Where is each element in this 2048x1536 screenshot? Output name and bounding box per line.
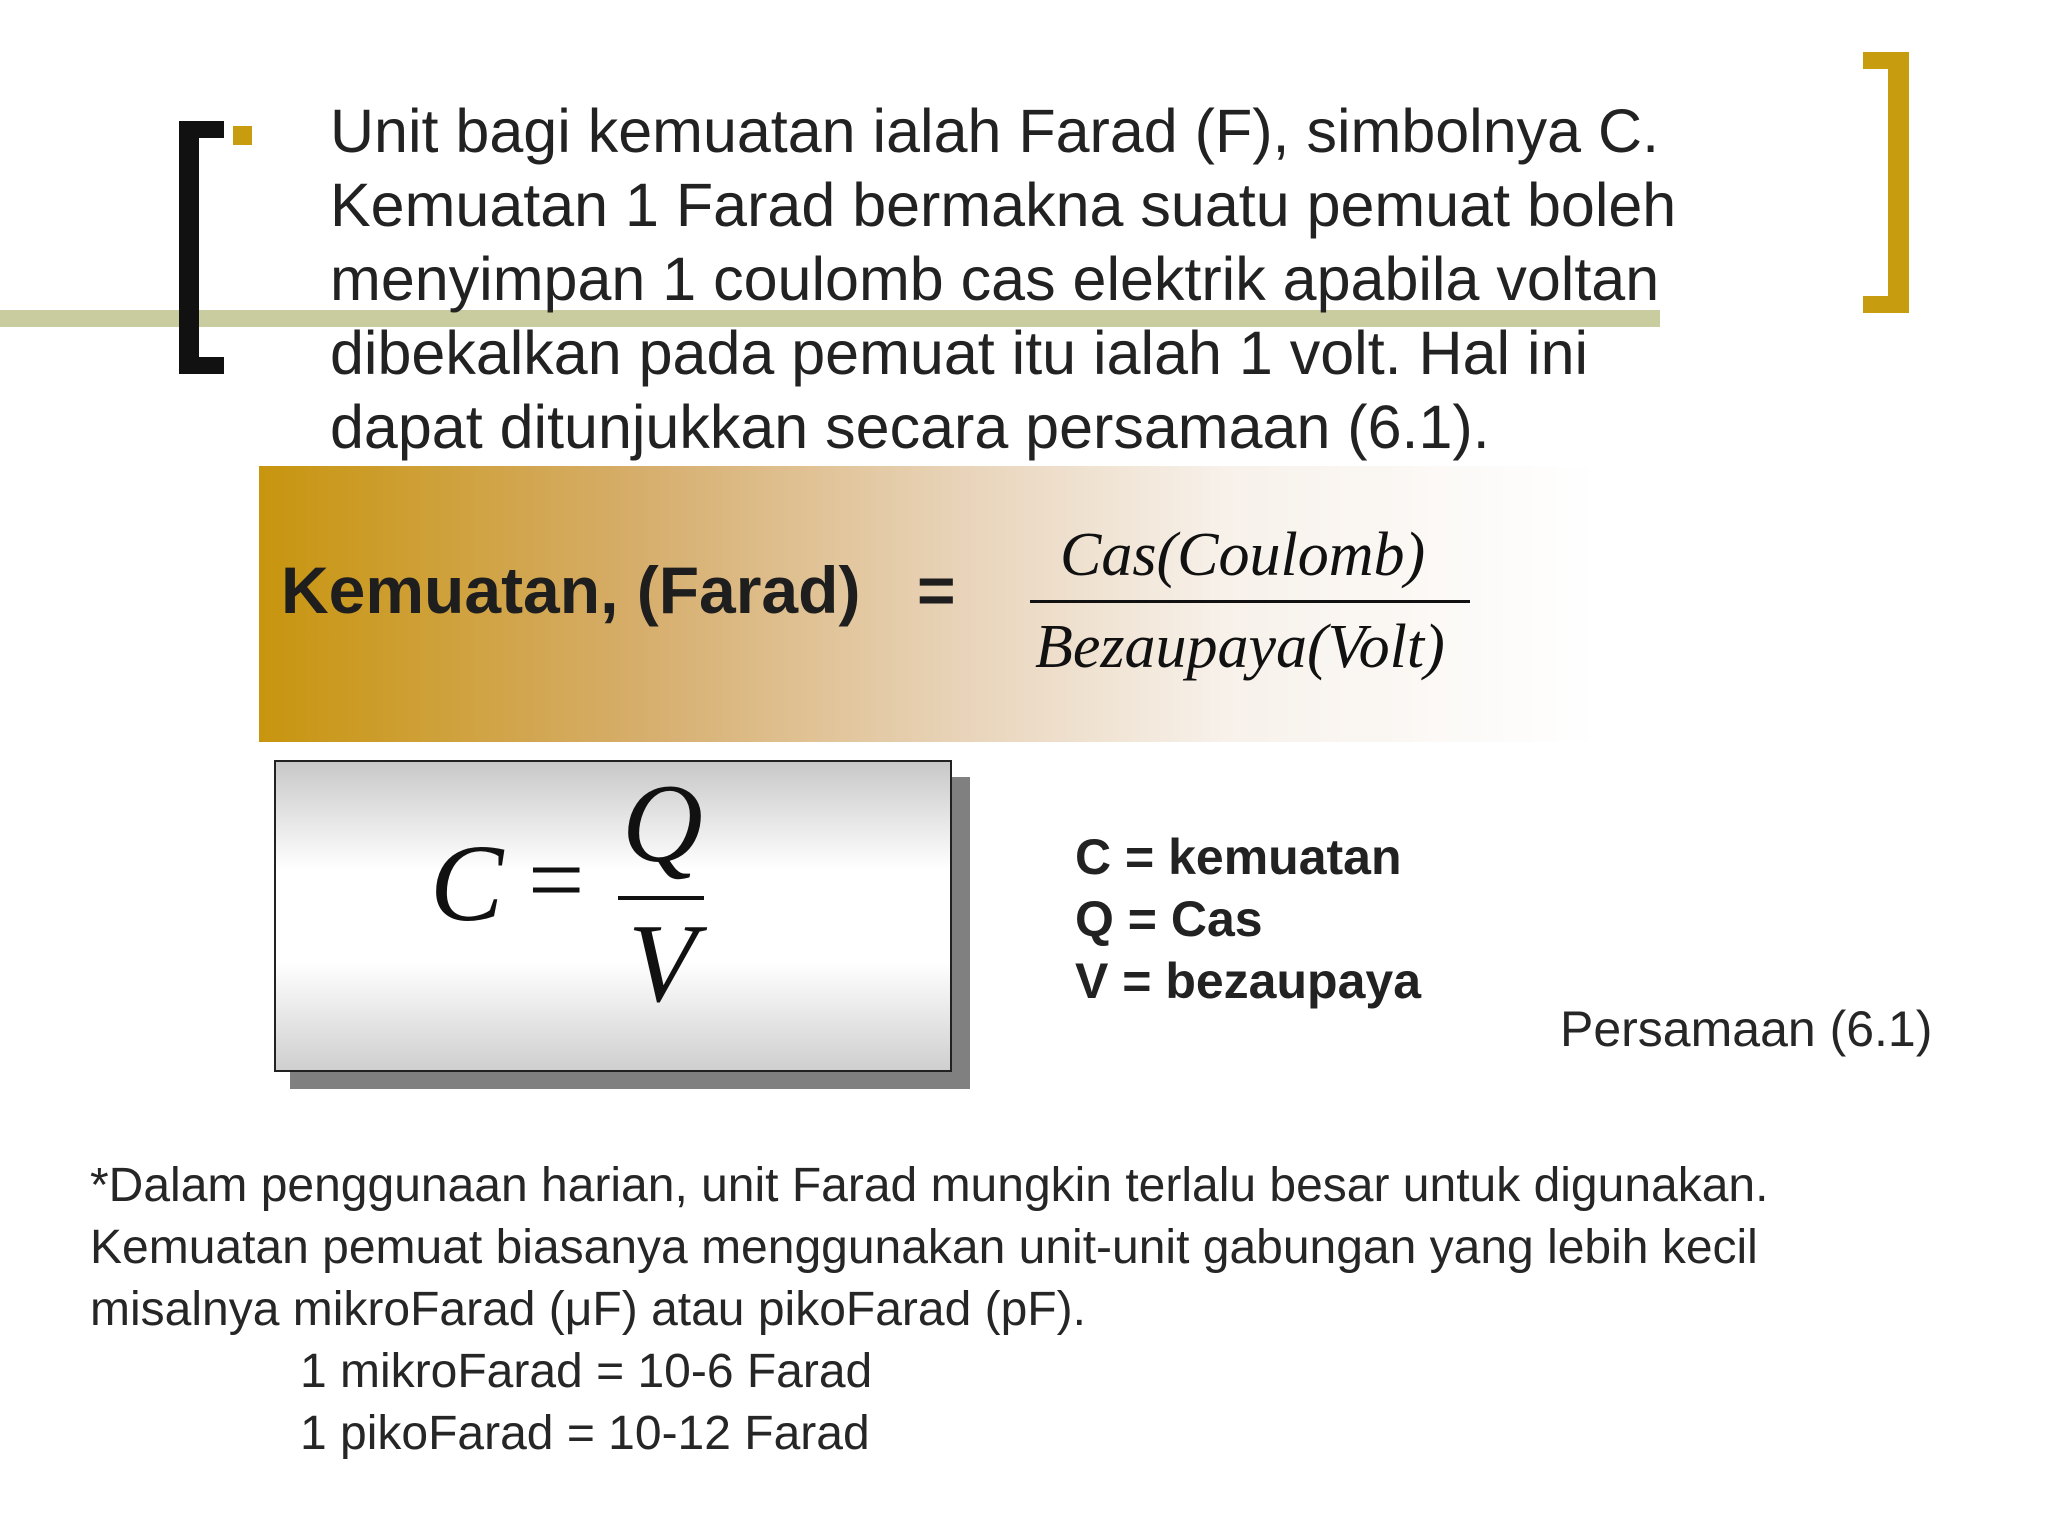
fraction-numerator: Cas(Coulomb) — [1060, 521, 1426, 589]
conversion-line: 1 pikoFarad = 10-12 Farad — [300, 1407, 870, 1460]
left-bracket-top — [179, 121, 224, 138]
equation-caption: Persamaan (6.1) — [1560, 1001, 1933, 1057]
left-bracket-bottom — [179, 357, 224, 374]
fraction-line — [1030, 600, 1470, 603]
equation-equals: = — [917, 553, 956, 627]
right-bracket — [1888, 52, 1909, 313]
formula-box — [274, 760, 952, 1072]
note-line: *Dalam penggunaan harian, unit Farad mungkin terlalu besar untuk digunakan. — [90, 1159, 1769, 1212]
intro-paragraph: Unit bagi kemuatan ialah Farad (F), simbolnya C. Kemuatan 1 Farad bermakna suatu pemuat boleh menyimpan 1 coulomb cas elektrik apabila voltan dibekalkan pada pemuat itu ialah 1 volt. Hal ini dapat ditunjukkan secara persamaan (6.1). — [330, 97, 1677, 461]
left-bracket — [179, 121, 199, 374]
equation-label: Kemuatan, (Farad) — [281, 553, 861, 627]
formula-equals: = — [528, 824, 585, 935]
bullet-square-icon — [233, 126, 252, 145]
legend-item: Q = Cas — [1075, 891, 1263, 947]
conversion-line: 1 mikroFarad = 10-6 Farad — [300, 1345, 873, 1398]
formula-numerator: Q — [622, 762, 703, 886]
formula-lhs: C — [430, 822, 504, 944]
legend-item: V = bezaupaya — [1075, 953, 1421, 1009]
legend-item: C = kemuatan — [1075, 829, 1402, 885]
fraction-denominator: Bezaupaya(Volt) — [1035, 613, 1445, 681]
note-line: Kemuatan pemuat biasanya menggunakan unit-unit gabungan yang lebih kecil — [90, 1221, 1758, 1274]
formula-denominator: V — [628, 902, 697, 1026]
right-bracket-top — [1863, 52, 1909, 69]
note-line: misalnya mikroFarad (μF) atau pikoFarad (pF). — [90, 1283, 1086, 1336]
